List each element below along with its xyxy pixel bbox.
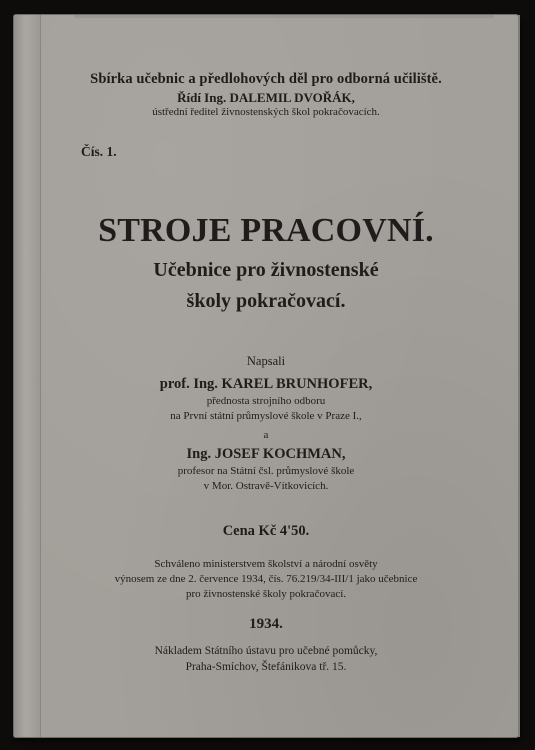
series-editor-role: ústřední ředitel živnostenských škol pokračovacích. bbox=[152, 106, 380, 118]
authors-conjunction: a bbox=[263, 429, 269, 441]
book-subtitle-line1: Učebnice pro živnostenské bbox=[153, 259, 379, 281]
author2-role-line2: v Mor. Ostravě-Vítkovicích. bbox=[203, 480, 329, 492]
publisher-line1: Nákladem Státního ústavu pro učebné pomůcky, bbox=[154, 645, 378, 657]
authors-heading: Napsali bbox=[246, 354, 286, 368]
approval-line3: pro živnostenské školy pokračovací. bbox=[185, 588, 347, 600]
series-editor: Řídí Ing. DALEMIL DVOŘÁK, bbox=[177, 90, 355, 105]
volume-number: Čís. 1. bbox=[81, 144, 117, 159]
approval-line2: výnosem ze dne 2. července 1934, čís. 76.219/34-III/1 jako učebnice bbox=[114, 573, 418, 585]
price: Cena Kč 4'50. bbox=[222, 523, 310, 539]
author2-name: Ing. JOSEF KOCHMAN, bbox=[186, 446, 346, 462]
book-cover bbox=[14, 15, 518, 737]
book-title: STROJE PRACOVNÍ. bbox=[98, 212, 434, 249]
author1-role-line2: na První státní průmyslové škole v Praze I., bbox=[170, 410, 362, 422]
series-title: Sbírka učebnic a předlohových děl pro odborná učiliště. bbox=[90, 71, 442, 87]
author2-role-line1: profesor na Státní čsl. průmyslové škole bbox=[177, 465, 355, 477]
cover-edge bbox=[518, 15, 520, 737]
book-subtitle-line2: školy pokračovací. bbox=[186, 290, 346, 312]
publication-year: 1934. bbox=[249, 616, 283, 632]
author1-role-line1: přednosta strojního odboru bbox=[206, 395, 326, 407]
publisher-line2: Praha-Smíchov, Štefánikova tř. 15. bbox=[185, 661, 347, 673]
cover-wear bbox=[74, 15, 494, 18]
author1-name: prof. Ing. KAREL BRUNHOFER, bbox=[159, 376, 373, 392]
approval-line1: Schváleno ministerstvem školství a národní osvěty bbox=[154, 558, 378, 570]
